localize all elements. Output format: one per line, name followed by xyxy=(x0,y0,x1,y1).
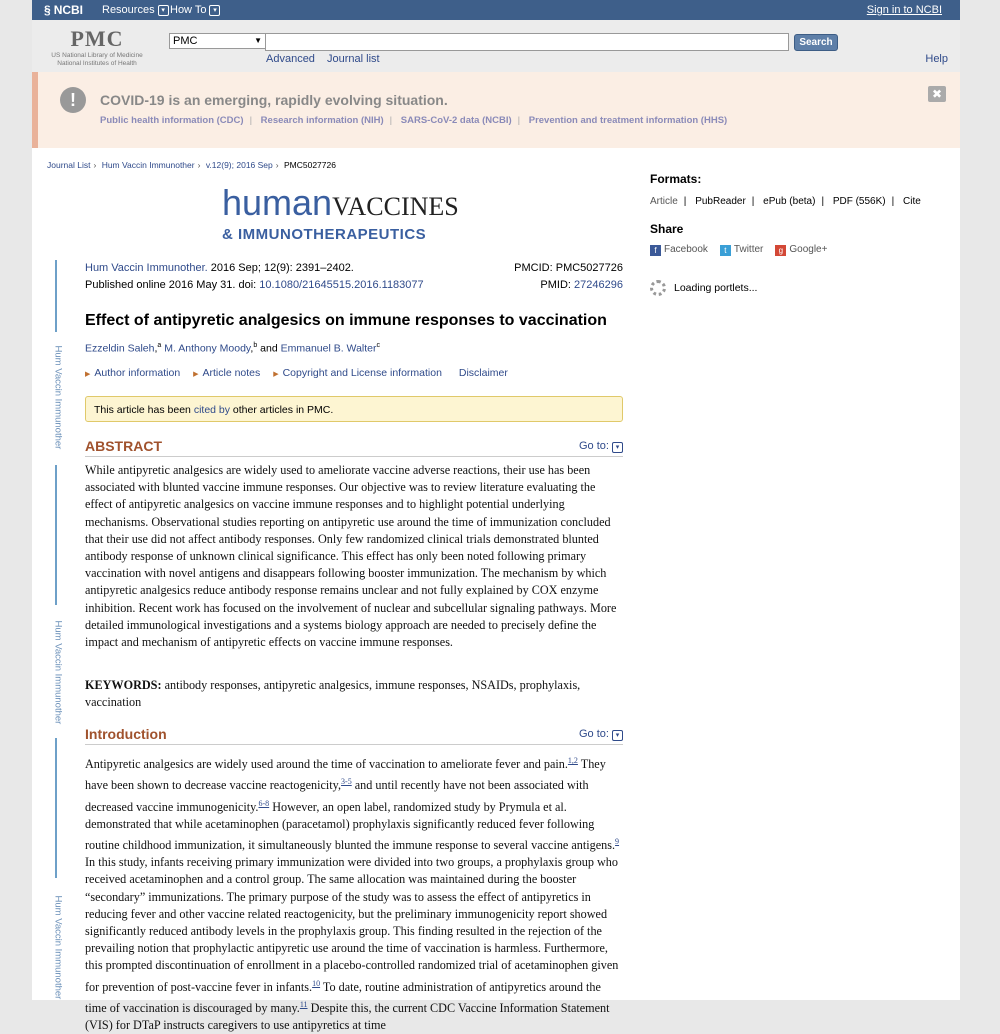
abstract-heading: ABSTRACT Go to: ▾ xyxy=(85,438,623,457)
covid-title: COVID-19 is an emerging, rapidly evolving situation. xyxy=(100,92,448,108)
format-pubreader[interactable]: PubReader xyxy=(695,196,746,207)
sign-in-link[interactable]: Sign in to NCBI xyxy=(866,4,942,16)
covid-link-ncbi[interactable]: SARS-CoV-2 data (NCBI) xyxy=(400,115,512,126)
triangle-right-icon: ▶ xyxy=(85,371,91,378)
covid-link-hhs[interactable]: Prevention and treatment information (HHS) xyxy=(528,115,728,126)
covid-banner xyxy=(32,72,960,148)
disclaimer-link[interactable]: Disclaimer xyxy=(458,367,508,379)
breadcrumb-journal[interactable]: Hum Vaccin Immunother xyxy=(101,160,195,170)
ref-link[interactable]: 9 xyxy=(615,837,620,846)
howto-menu[interactable]: How To ▾ xyxy=(170,4,220,16)
journal-side-label xyxy=(52,260,62,1000)
journal-banner[interactable]: humanVACCINES & IMMUNOTHERAPEUTICS xyxy=(222,182,459,243)
facebook-icon: f xyxy=(650,245,661,256)
introduction-heading: Introduction Go to: ▾ xyxy=(85,726,623,745)
triangle-right-icon: ▶ xyxy=(273,371,279,378)
close-icon[interactable]: ✖ xyxy=(928,86,946,102)
format-article: Article xyxy=(650,196,678,207)
ncbi-helix-icon: § xyxy=(44,3,51,17)
cited-by-link[interactable]: cited by xyxy=(193,404,230,416)
introduction-text: Antipyretic analgesics are widely used around the time of vaccination to ameliorate fever and pain.$^{1,2}$ They have been shown to decrease vaccine reactogenicity,$^{3-5}$ and until recently have not been associated with decreased vaccine immunogenicity.$^{6-8}$ However, an open label, randomized study by Prymula et al. demonstrated that while acetaminophen (paracetamol) prophylaxis significantly reduced fever following routine childhood immunization, it simultaneously blunted the immune response to several vaccine antigens.$^9$ In this study, infants receiving primary immunization were divided into two groups, a prophylaxis group who received acetaminophen and a control group. The same allocation was maintained during the booster “secondary” immunizations. The primary purpose of the study was to assess the effect of antipyretics in reducing fever and other vaccine related reactogenicity, but the preliminary immunogenicity report showed significantly reduced antibody levels in the prophylaxis group. This finding resulted in the rejection of the prevailing notion that prophylactic antipyretic use around the time of vaccination is harmless. Furthermore, this prompted discontinuation of enrollment in a placebo-controlled randomized trial of acetaminophen given for prevention of post-vaccine fever in infants.$^{10}$ To date, routine administration of antipyretics around the time of vaccination is discouraged by many.$^{11}$ Despite this, the current CDC Vaccine Information Statement (VIS) for DTaP instructs caregivers to use antipyretics at time xyxy=(85,756,620,1033)
side-label-1: Hum Vaccin Immunother xyxy=(52,345,64,450)
ref-link[interactable]: 6-8 xyxy=(258,798,270,808)
cited-by-notice: This article has been cited by other articles in PMC. xyxy=(85,396,623,422)
loading-portlets: Loading portlets... xyxy=(650,280,757,296)
ref-link[interactable]: 3-5 xyxy=(341,777,352,787)
keywords: KEYWORDS: antibody responses, antipyretic analgesics, immune responses, NSAIDs, prophylaxis, vaccination xyxy=(85,678,581,710)
article-title: Effect of antipyretic analgesics on immune responses to vaccination xyxy=(85,312,607,329)
ref-link[interactable]: 10 xyxy=(312,978,321,988)
goto-menu[interactable]: Go to: ▾ xyxy=(579,440,623,453)
pmcid: PMCID: PMC5027726 xyxy=(514,262,623,274)
share-twitter[interactable]: t Twitter xyxy=(720,244,763,256)
side-label-2: Hum Vaccin Immunother xyxy=(52,620,64,725)
journal-list-link[interactable]: Journal list xyxy=(327,53,380,65)
citation: Hum Vaccin Immunother. 2016 Sep; 12(9): 2391–2402. Published online 2016 May 31. doi: 10.1080/21645515.2016.1183077 PMCID: PMC5027726 PMID: 27246296 xyxy=(85,262,623,291)
breadcrumb-current: PMC5027726 xyxy=(283,160,336,170)
author-information-toggle[interactable]: ▶ Author information xyxy=(85,367,181,379)
exclamation-icon: ! xyxy=(60,87,86,113)
copyright-toggle[interactable]: ▶ Copyright and License information xyxy=(273,367,442,379)
author-link[interactable]: Emmanuel B. Walter xyxy=(280,342,377,355)
doi-link[interactable]: 10.1080/21645515.2016.1183077 xyxy=(259,279,424,291)
side-label-3: Hum Vaccin Immunother xyxy=(52,895,64,1000)
chevron-down-icon: ▾ xyxy=(612,730,623,741)
pmid-link[interactable]: 27246296 xyxy=(574,279,623,291)
article-info-links xyxy=(85,367,508,379)
format-cite[interactable]: Cite xyxy=(903,196,921,207)
pmc-header xyxy=(32,20,960,73)
author-list: Ezzeldin Saleh,$^a$ M. Anthony Moody,$^b$ and Emmanuel B. Walter$^c$ xyxy=(85,342,380,355)
share-google[interactable]: g Google+ xyxy=(775,244,827,256)
triangle-right-icon: ▶ xyxy=(193,371,199,378)
abstract-text: While antipyretic analgesics are widely used to ameliorate vaccine adverse reactions, their use has been associated with blunted vaccine immune responses. Our objective was to review literature evaluating the effect of antipyretic analgesics on vaccine immune responses and to highlight potential underlying mechanisms. Observational studies reporting on antipyretic use around the time of immunization concluded that their use did not affect antibody responses. Only few randomized clinical trials demonstrated blunted antibody response of unknown clinical significance. This effect has only been noted following primary vaccination with novel antigens and disappears following booster immunization. The mechanism by which antipyretic analgesics reduce antibody response remains unclear and not fully explained by COX enzyme inhibition. Recent work has focused on the involvement of nuclear and subcellular signaling pathways. More detailed immunological investigations and a systems biology approach are needed to precisely define the impact and mechanism of antipyretic effects on vaccine immune responses. xyxy=(85,463,617,650)
share-links xyxy=(650,244,827,256)
covid-link-cdc[interactable]: Public health information (CDC) xyxy=(100,115,244,126)
twitter-icon: t xyxy=(720,245,731,256)
chevron-down-icon: ▼ xyxy=(254,36,262,45)
help-link[interactable]: Help xyxy=(925,53,948,65)
covid-links: Public health information (CDC) | Research information (NIH) | SARS-CoV-2 data (NCBI) | Prevention and treatment information (HHS) xyxy=(100,115,728,126)
format-epub[interactable]: ePub (beta) xyxy=(763,196,816,207)
breadcrumb-journal-list[interactable]: Journal List xyxy=(47,160,91,170)
ncbi-logo[interactable]: § NCBI xyxy=(44,3,84,17)
search-button[interactable]: Search xyxy=(794,34,838,51)
ref-link[interactable]: 1,2 xyxy=(567,756,578,765)
pmc-logo[interactable]: PMC US National Library of Medicine National Institutes of Health xyxy=(51,26,143,67)
page xyxy=(32,0,960,1033)
chevron-down-icon: ▾ xyxy=(612,442,623,453)
covid-link-nih[interactable]: Research information (NIH) xyxy=(260,115,384,126)
share-title: Share xyxy=(650,222,684,236)
ref-link[interactable]: 11 xyxy=(299,999,308,1009)
format-pdf[interactable]: PDF (556K) xyxy=(832,196,886,207)
breadcrumb-issue[interactable]: v.12(9); 2016 Sep xyxy=(205,160,273,170)
google-plus-icon: g xyxy=(775,245,786,256)
search-input[interactable] xyxy=(265,33,789,51)
goto-menu[interactable]: Go to: ▾ xyxy=(579,728,623,741)
article-notes-toggle[interactable]: ▶ Article notes xyxy=(193,367,261,379)
right-column xyxy=(650,172,940,294)
advanced-link[interactable]: Advanced xyxy=(266,53,315,65)
formats-title: Formats: xyxy=(650,172,702,186)
chevron-down-icon: ▾ xyxy=(158,5,169,16)
resources-menu[interactable]: Resources ▾ xyxy=(102,4,169,16)
spinner-icon xyxy=(650,280,666,296)
database-select[interactable]: PMC ▼ xyxy=(169,33,266,49)
journal-link[interactable]: Hum Vaccin Immunother. xyxy=(85,262,208,274)
chevron-down-icon: ▾ xyxy=(209,5,220,16)
breadcrumb: Journal List › Hum Vaccin Immunother › v.12(9); 2016 Sep › PMC5027726 xyxy=(47,160,336,170)
author-link[interactable]: M. Anthony Moody xyxy=(164,342,251,355)
share-facebook[interactable]: f Facebook xyxy=(650,244,708,256)
formats-list: Article | PubReader | ePub (beta) | PDF (556K) | Cite xyxy=(650,196,921,207)
author-link[interactable]: Ezzeldin Saleh xyxy=(85,342,155,355)
ncbi-top-bar xyxy=(32,0,960,20)
